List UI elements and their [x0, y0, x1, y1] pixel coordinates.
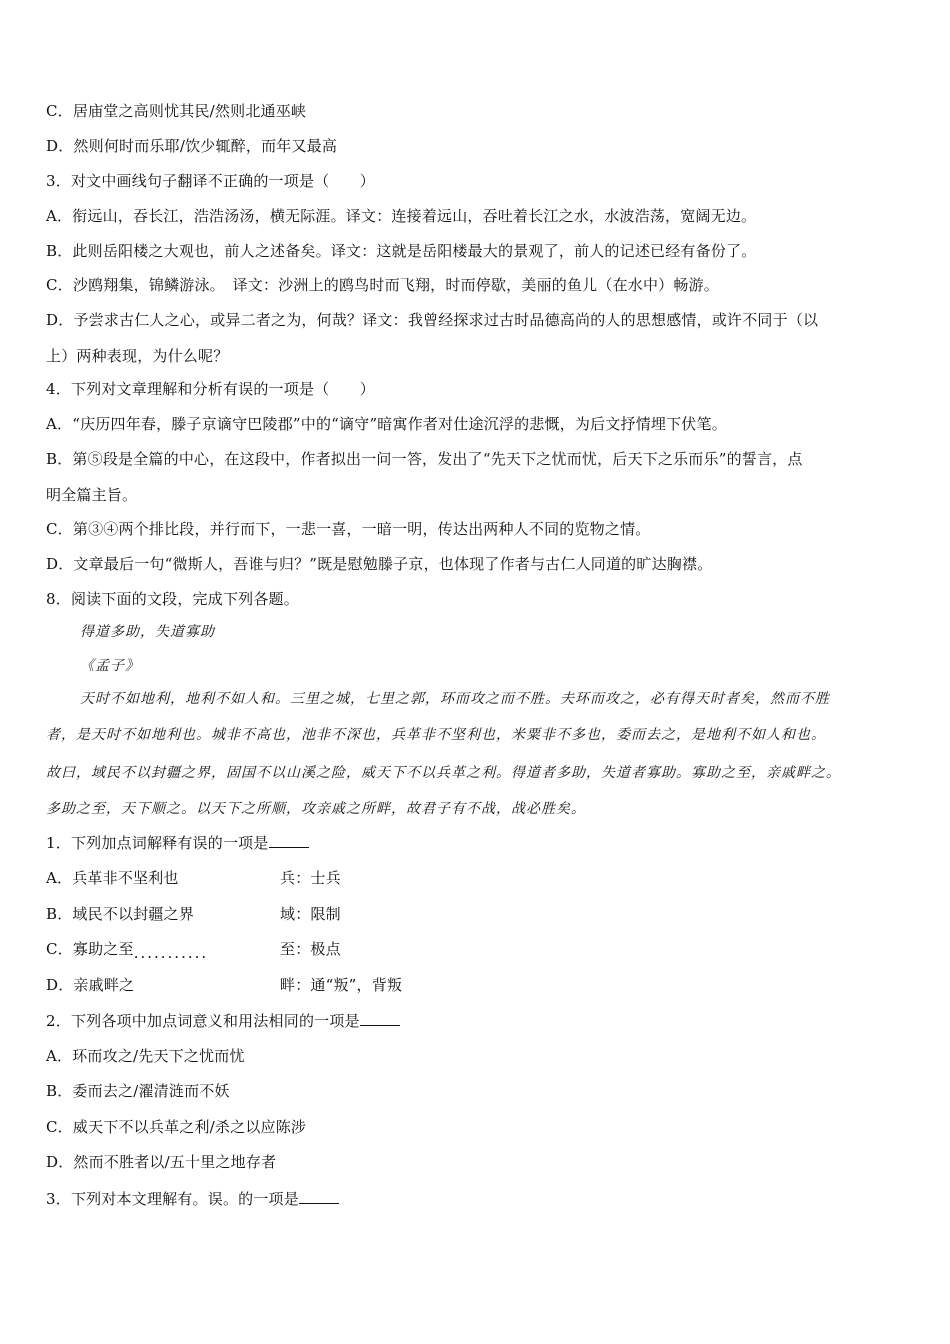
passage-line-4: 多助之至，天下顺之。以天下之所顺，攻亲戚之所畔，故君子有不战，战必胜矣。 — [46, 801, 586, 817]
sub-question-1-stem — [46, 832, 920, 854]
sq1-option-b-gloss: 域：限制 — [280, 905, 341, 923]
sq1-option-c-sentence: C．寡助之至 — [46, 940, 134, 958]
question-8-stem: 8．阅读下面的文段，完成下列各题。 — [46, 590, 299, 608]
sq1-option-a-sentence: A．兵革非不坚利也 — [46, 869, 179, 887]
answer-blank[interactable] — [299, 1189, 339, 1204]
sub-question-1-text: 1．下列加点词解释有误的一项是 — [46, 834, 269, 852]
q4-option-b-cont: 明全篇主旨。 — [46, 486, 138, 504]
question-3-stem: 3．对文中画线句子翻译不正确的一项是（ ） — [46, 172, 375, 190]
q4-option-c: C．第③④两个排比段，并行而下，一悲一喜，一暗一明，传达出两种人不同的览物之情。 — [46, 520, 651, 538]
q3-option-d: D．予尝求古仁人之心，或异二者之为，何哉？译文：我曾经探求过古时品德高尚的人的思想感情，或许不同于（以 — [46, 311, 819, 329]
sq2-option-a: A．环而攻之/先天下之忧而忧 — [46, 1047, 245, 1065]
sq1-option-a-gloss: 兵：士兵 — [280, 869, 341, 887]
q3-option-a: A．衔远山，吞长江，浩浩汤汤，横无际涯。译文：连接着远山，吞吐着长江之水，水波浩荡，宽阔无边。 — [46, 207, 757, 225]
q4-option-b: B．第⑤段是全篇的中心，在这段中，作者拟出一问一答，发出了“先天下之忧而忧，后天下之乐而乐”的誓言，点 — [46, 450, 803, 468]
q4-option-d: D．文章最后一句“微斯人，吾谁与归？”既是慰勉滕子京，也体现了作者与古仁人同道的旷达胸襟。 — [46, 555, 713, 573]
answer-blank[interactable] — [269, 833, 309, 848]
sq1-option-b — [46, 903, 920, 925]
emphasis-dots: ........... — [133, 944, 209, 962]
sq1-option-c — [46, 938, 920, 964]
q4-option-a: A．“庆历四年春，滕子京谪守巴陵郡”中的“谪守”暗寓作者对仕途沉浮的悲慨，为后文抒情埋下伏笔。 — [46, 415, 727, 433]
sq2-option-c: C．威天下不以兵革之利/杀之以应陈涉 — [46, 1118, 307, 1136]
passage-line-2: 者，是天时不如地利也。城非不高也，池非不深也，兵革非不坚利也，米粟非不多也，委而去之，是地利不如人和也。 — [46, 727, 826, 743]
option-d-line: D．然则何时而乐耶/饮少辄醉，而年又最高 — [46, 137, 338, 155]
passage-line-1: 天时不如地利，地利不如人和。三里之城，七里之郭，环而攻之而不胜。夫环而攻之，必有得天时者矣，然而不胜 — [80, 691, 830, 707]
sq2-option-b: B．委而去之/濯清涟而不妖 — [46, 1082, 230, 1100]
option-c-line: C．居庙堂之高则忧其民/然则北通巫峡 — [46, 102, 307, 120]
q3-option-b: B．此则岳阳楼之大观也，前人之述备矣。译文：这就是岳阳楼最大的景观了，前人的记述已经有备份了。 — [46, 242, 757, 260]
question-4-stem: 4．下列对文章理解和分析有误的一项是（ ） — [46, 380, 375, 398]
q3-option-d-cont: 上）两种表现，为什么呢？ — [46, 347, 229, 365]
sq1-option-b-sentence: B．域民不以封疆之界 — [46, 905, 195, 923]
sub-question-3-stem — [46, 1188, 920, 1210]
sub-question-2-text: 2．下列各项中加点词意义和用法相同的一项是 — [46, 1012, 360, 1030]
sq1-option-a — [46, 867, 920, 889]
sq1-option-d — [46, 974, 920, 996]
passage-title: 得道多助，失道寡助 — [80, 624, 215, 640]
sq2-option-d: D．然而不胜者以/五十里之地存者 — [46, 1153, 277, 1171]
answer-blank[interactable] — [360, 1011, 400, 1026]
q3-option-c: C．沙鸥翔集，锦鳞游泳。 译文：沙洲上的鸥鸟时而飞翔，时而停歇，美丽的鱼儿（在水中）畅游。 — [46, 276, 719, 294]
sq1-option-d-sentence: D．亲戚畔之 — [46, 976, 135, 994]
sq1-option-c-gloss: 至：极点 — [280, 940, 341, 958]
passage-line-3: 故曰，域民不以封疆之界，固国不以山溪之险，威天下不以兵革之利。得道者多助，失道者寡助。寡助之至，亲戚畔之。 — [46, 765, 841, 781]
passage-author: 《孟子》 — [80, 658, 140, 674]
sub-question-3-text: 3．下列对本文理解有。误。的一项是 — [46, 1190, 299, 1208]
sub-question-2-stem — [46, 1010, 920, 1032]
sq1-option-d-gloss: 畔：通“叛”，背叛 — [280, 976, 403, 994]
